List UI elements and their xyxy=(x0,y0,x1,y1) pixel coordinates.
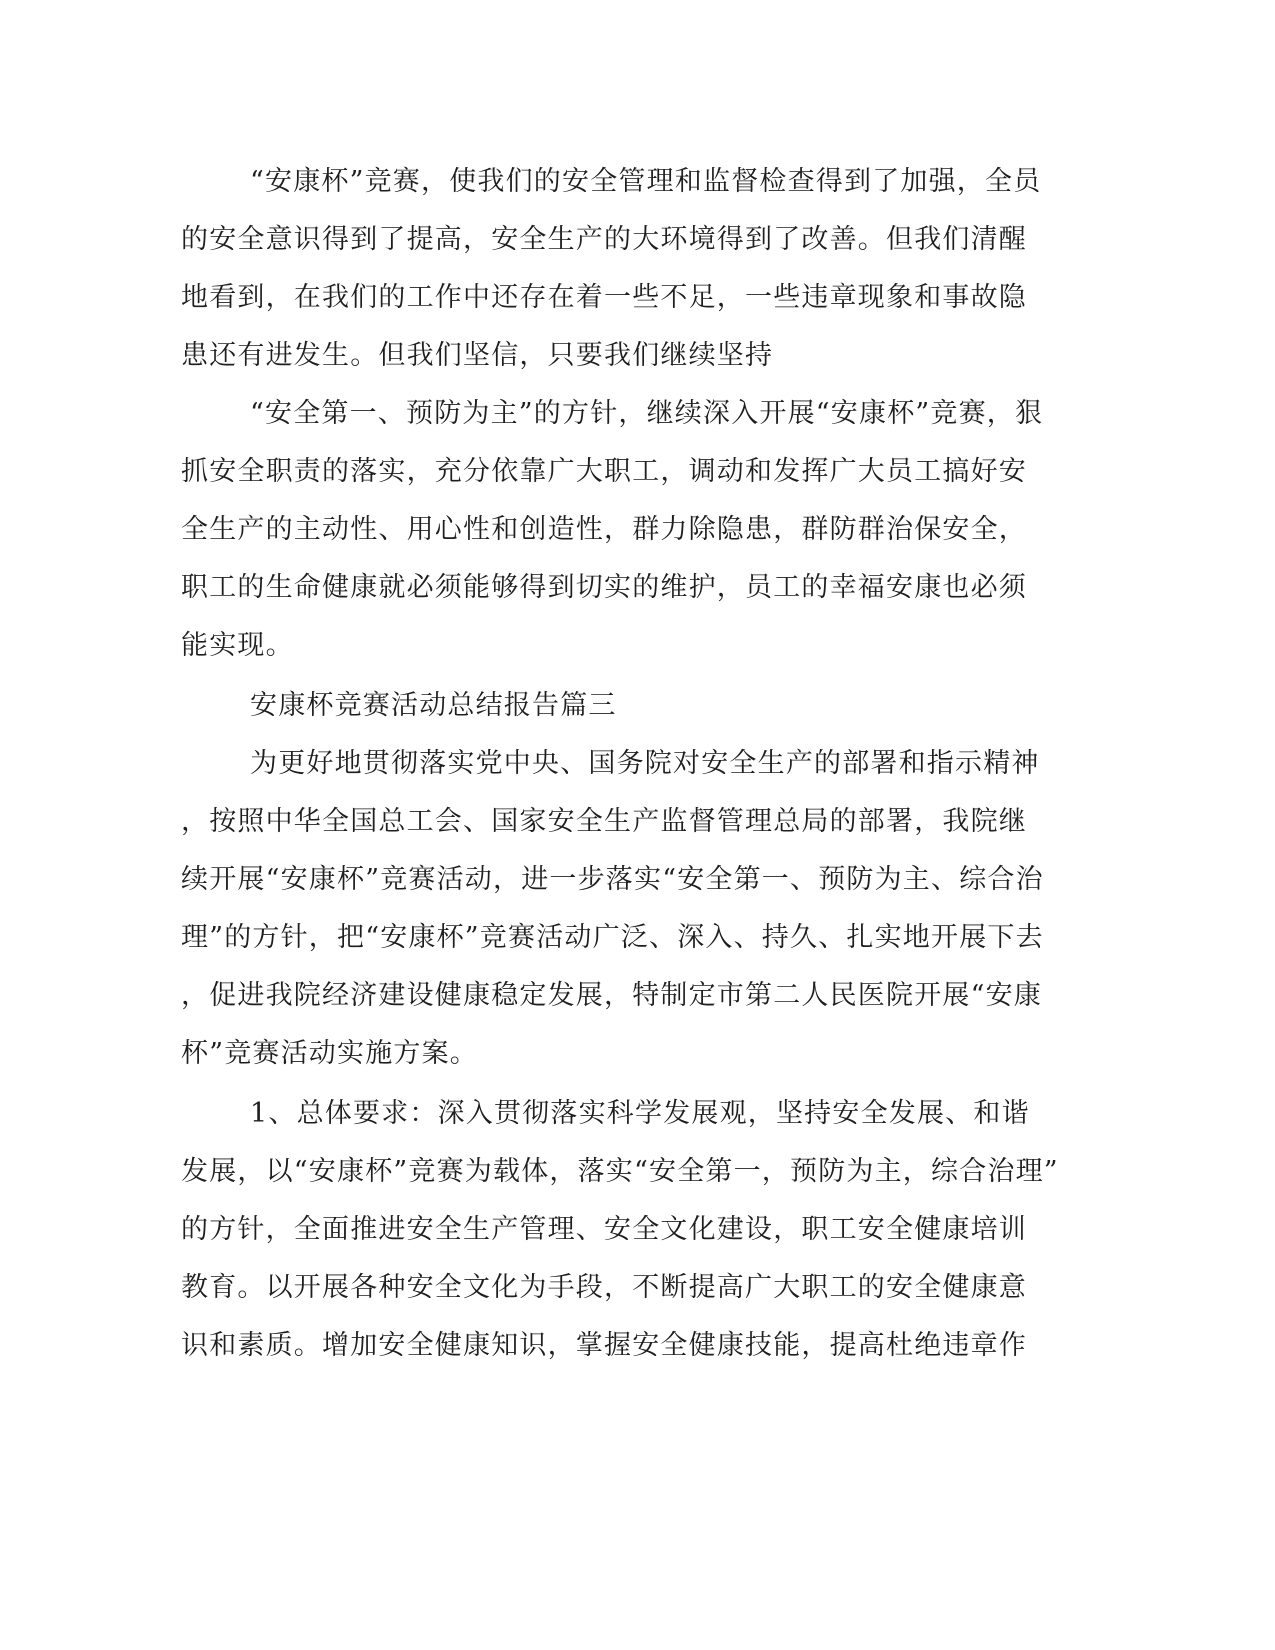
text-line: 职工的生命健康就必须能够得到切实的维护，员工的幸福安康也必须 xyxy=(181,572,1027,603)
text-line: ，按照中华全国总工会、国家安全生产监督管理总局的部署，我院继 xyxy=(181,806,1027,837)
text-line: 发展，以“安康杯”竞赛为载体，落实“安全第一，预防为主，综合治理” xyxy=(181,1156,1059,1187)
text-line: ，促进我院经济建设健康稳定发展，特制定市第二人民医院开展“安康 xyxy=(181,980,1043,1011)
text-line: 杯”竞赛活动实施方案。 xyxy=(181,1038,479,1069)
text-line: 教育。以开展各种安全文化为手段，不断提高广大职工的安全健康意 xyxy=(181,1272,1027,1303)
text-line: “安康杯”竞赛，使我们的安全管理和监督检查得到了加强，全员 xyxy=(250,166,1042,197)
text-line: 为更好地贯彻落实党中央、国务院对安全生产的部署和指示精神 xyxy=(250,748,1040,779)
text-line: 患还有进发生。但我们坚信，只要我们继续坚持 xyxy=(181,340,774,371)
text-line: 理”的方针，把“安康杯”竞赛活动广泛、深入、持久、扎实地开展下去 xyxy=(181,922,1044,953)
text-line: “安全第一、预防为主”的方针，继续深入开展“安康杯”竞赛，狠 xyxy=(250,398,1044,429)
text-line: 全生产的主动性、用心性和创造性，群力除隐患，群防群治保安全， xyxy=(181,514,1027,545)
text-line: 续开展“安康杯”竞赛活动，进一步落实“安全第一、预防为主、综合治 xyxy=(181,864,1044,895)
text-line: 的安全意识得到了提高，安全生产的大环境得到了改善。但我们清醒 xyxy=(181,224,1027,255)
text-line: 识和素质。增加安全健康知识，掌握安全健康技能，提高杜绝违章作 xyxy=(181,1330,1027,1361)
text-line: 能实现。 xyxy=(181,630,294,661)
section-heading: 安康杯竞赛活动总结报告篇三 xyxy=(250,690,617,721)
text-line: 抓安全职责的落实，充分依靠广大职工，调动和发挥广大员工搞好安 xyxy=(181,456,1027,487)
text-line: 1、总体要求：深入贯彻落实科学发展观，坚持安全发展、和谐 xyxy=(250,1098,1030,1129)
text-line: 的方针，全面推进安全生产管理、安全文化建设，职工安全健康培训 xyxy=(181,1214,1027,1245)
text-line: 地看到，在我们的工作中还存在着一些不足，一些违章现象和事故隐 xyxy=(181,282,1027,313)
